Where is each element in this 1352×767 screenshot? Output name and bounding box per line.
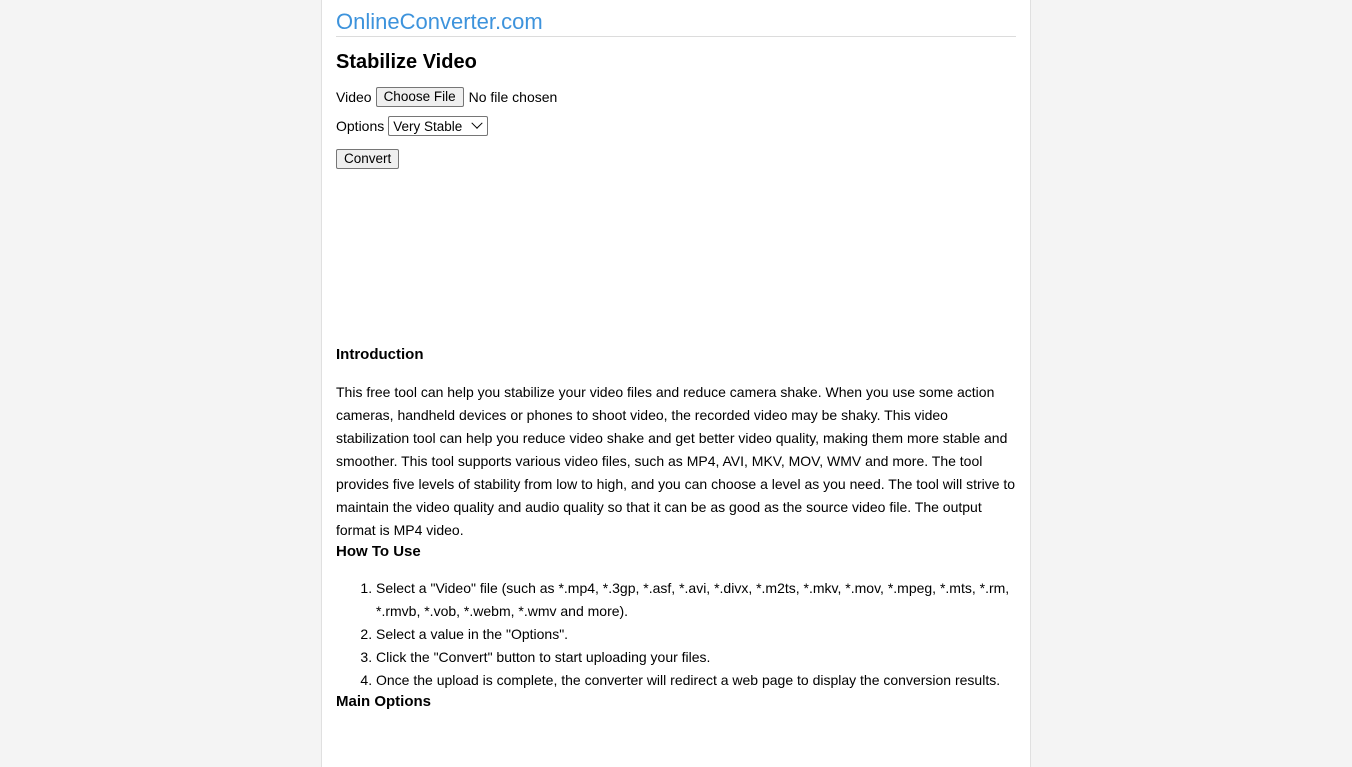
howto-heading: How To Use	[336, 543, 421, 560]
video-label: Video	[336, 89, 372, 105]
list-item: 4. Once the upload is complete, the converter will redirect a web page to display the conversion results.	[376, 669, 1016, 692]
intro-paragraph: This free tool can help you stabilize your video files and reduce camera shake. When you use some action cameras, handheld devices or phones to shoot video, the recorded video may be shaky. This video stabilization tool can help you reduce video shake and get better video quality, making them more stable and smoother. This tool supports various video files, such as MP4, AVI, MKV, MOV, WMV and more. The tool provides five levels of stability from low to high, and you can choose a level as you need. The tool will strive to maintain the video quality and audio quality so that it can be as good as the source video file. The output format is MP4 video.	[336, 384, 1016, 538]
convert-row	[336, 148, 1016, 170]
blank-ad-area	[336, 170, 1016, 345]
chevron-down-icon	[472, 118, 483, 129]
list-item: 2. Select a value in the "Options".	[376, 623, 1016, 646]
options-selected-value: Very Stable	[393, 118, 463, 134]
options-label: Options	[336, 118, 385, 134]
choose-file-button[interactable]: Choose File	[376, 87, 464, 107]
main-options-heading: Main Options	[336, 693, 431, 710]
file-status-text: No file chosen	[468, 89, 558, 105]
convert-button[interactable]: Convert	[336, 149, 399, 169]
video-row	[336, 86, 1016, 108]
page-container	[321, 0, 1031, 767]
site-logo-link[interactable]: OnlineConverter.com	[336, 9, 543, 34]
header-divider	[336, 36, 1016, 37]
list-item: 3. Click the "Convert" button to start uploading your files.	[376, 646, 1016, 669]
page-title: Stabilize Video	[336, 51, 477, 73]
options-select[interactable]	[388, 116, 488, 136]
howto-steps-list	[336, 577, 1016, 692]
options-row	[336, 115, 1016, 137]
list-item: 1. Select a "Video" file (such as *.mp4, *.3gp, *.asf, *.avi, *.divx, *.m2ts, *.mkv, *.mov, *.mpeg, *.mts, *.rm, *.rmvb, *.vob, *.webm, *.wmv and more).	[376, 577, 1016, 623]
intro-heading: Introduction	[336, 346, 424, 363]
